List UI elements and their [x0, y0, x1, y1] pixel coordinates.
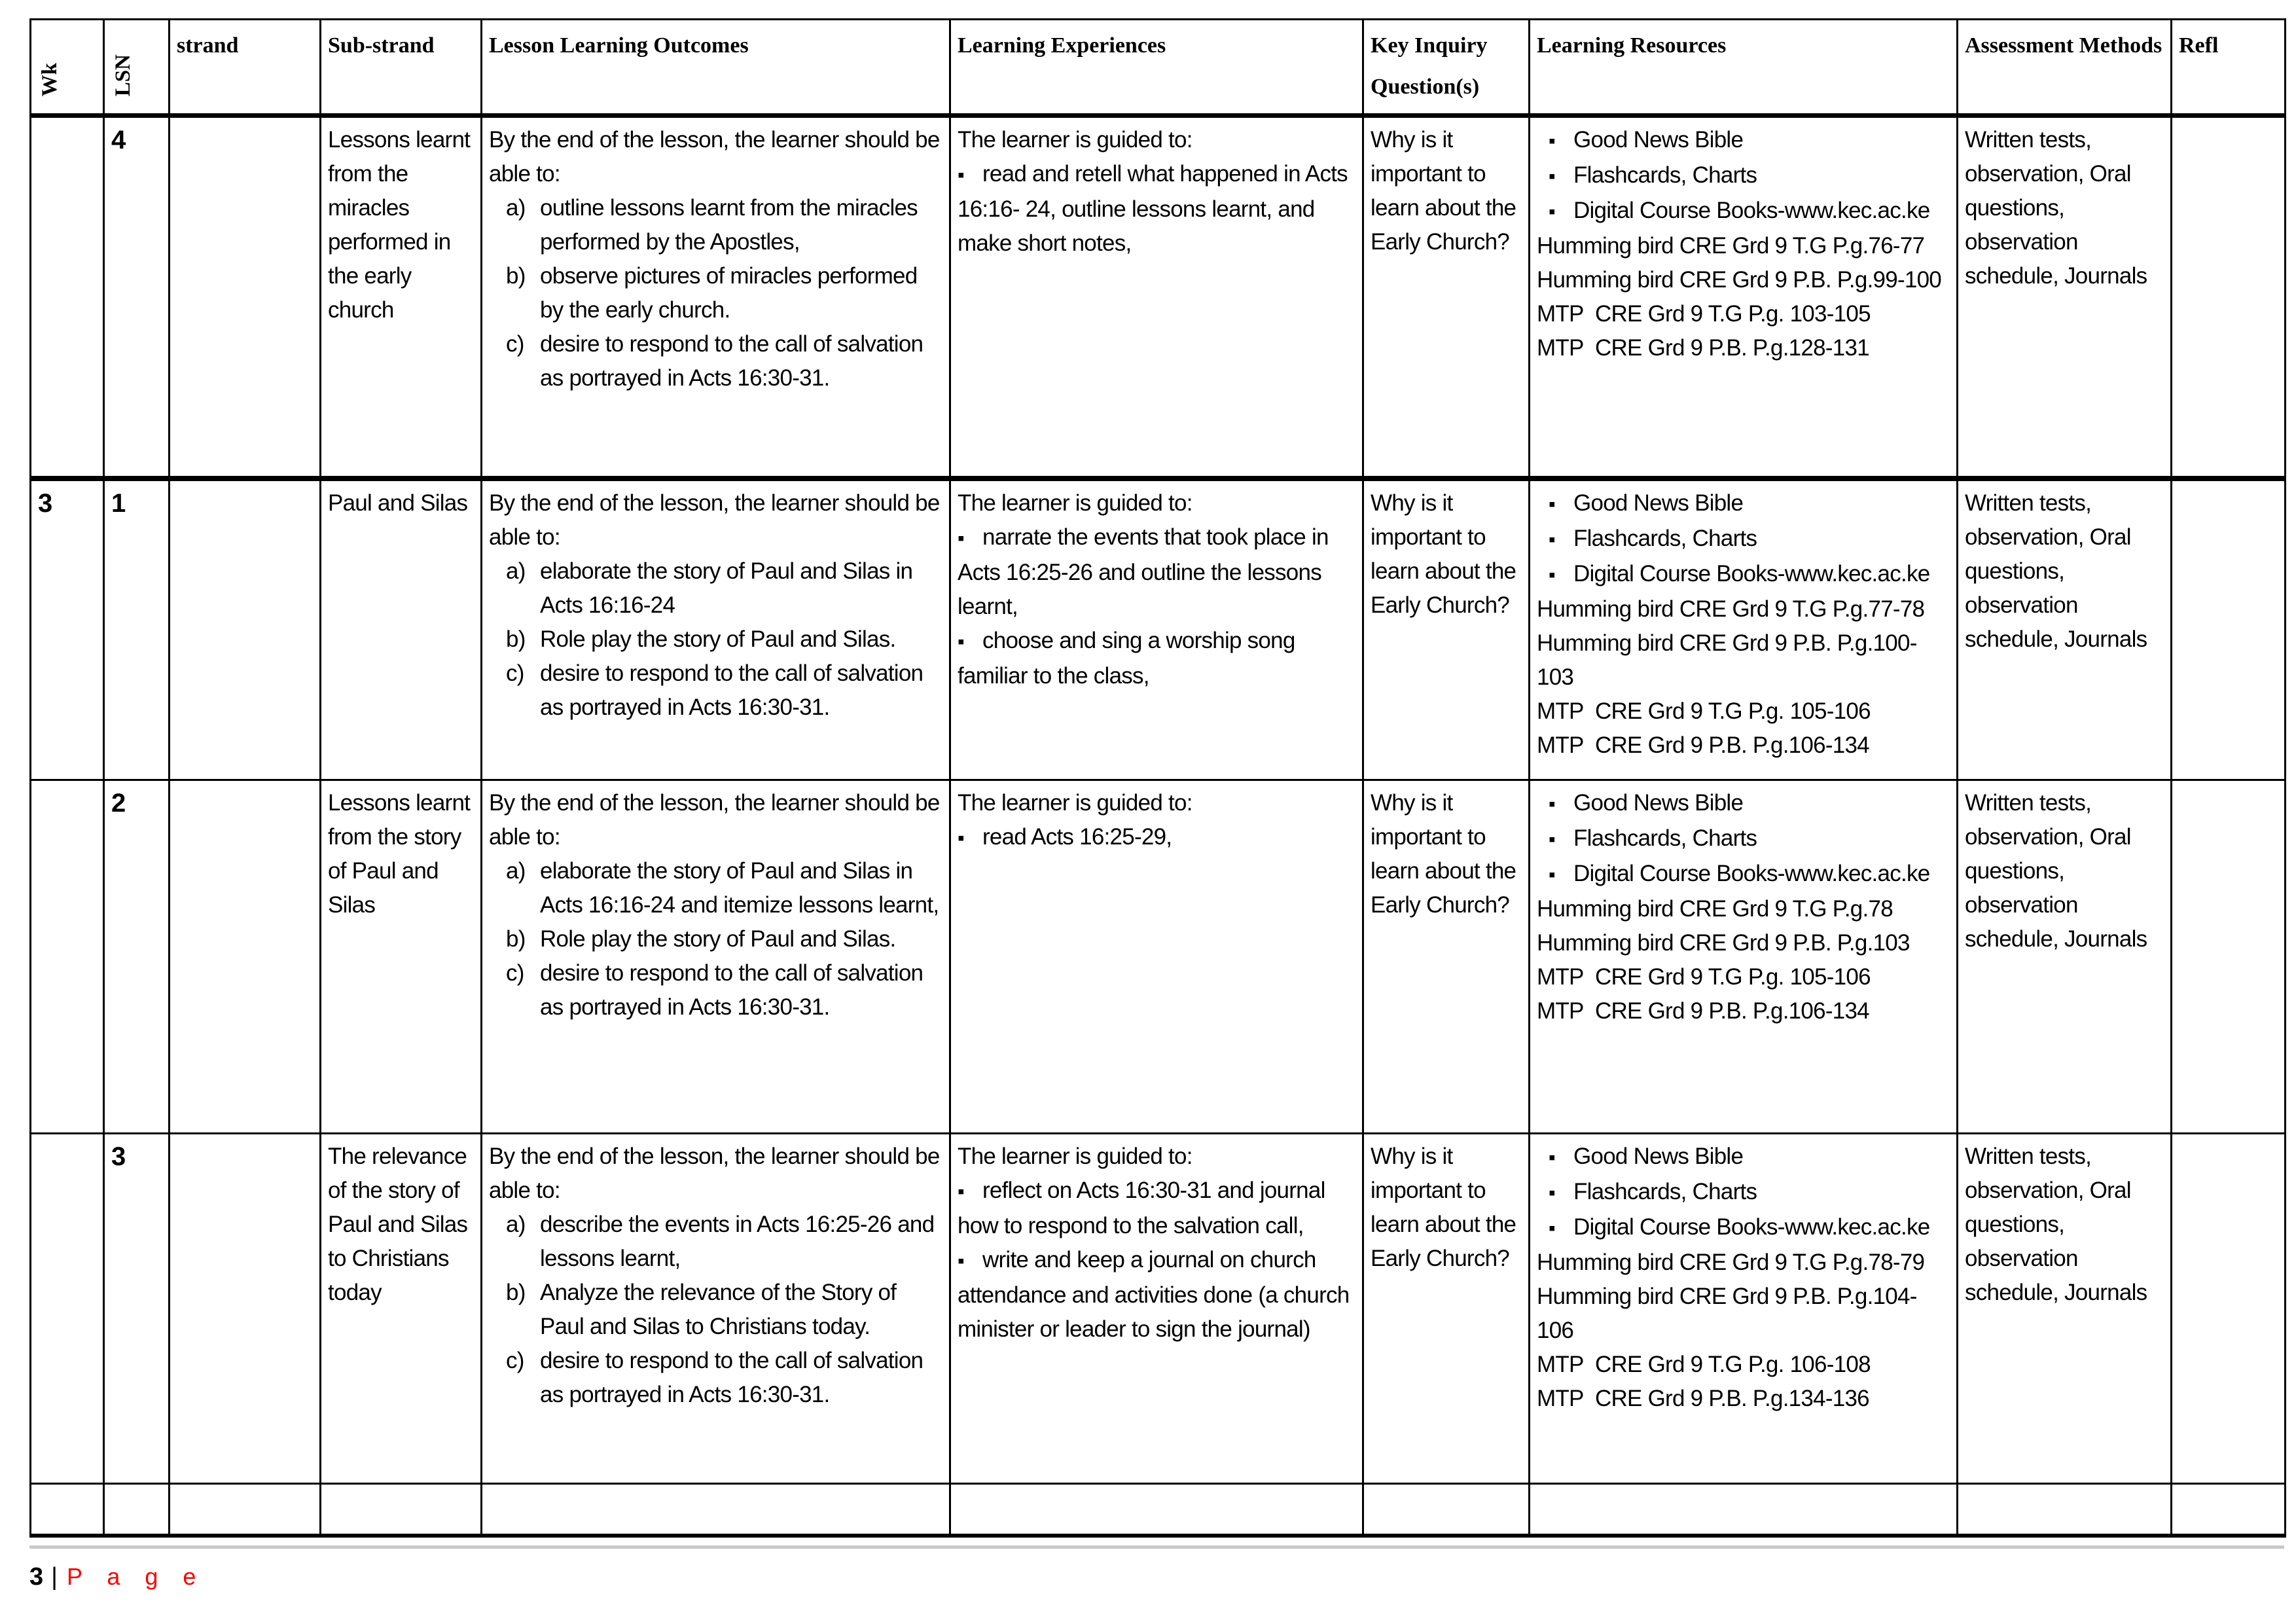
square-bullet-icon: ▪	[1549, 1217, 1555, 1239]
square-bullet-icon: ▪	[1549, 564, 1555, 586]
assessment-methods-text: Written tests, observation, Oral questions, observation schedule, Journals	[1965, 789, 2147, 952]
resource-line: MTP CRE Grd 9 P.B. P.g.106-134	[1537, 732, 1869, 759]
cell-sub-strand	[321, 1133, 482, 1483]
cell-learning-experiences	[950, 1483, 1363, 1536]
square-bullet-icon: ▪	[1549, 793, 1555, 815]
cell-assessment-methods	[1958, 478, 2172, 780]
outcomes-intro: By the end of the lesson, the learner should be able to:	[489, 789, 940, 850]
sub-strand-text: The relevance of the story of Paul and Silas to Christians today	[328, 1143, 468, 1305]
resources-list	[1537, 786, 1950, 1028]
cell-learning-resources	[1530, 478, 1958, 780]
outcome-text: desire to respond to the call of salvation as portrayed in Acts 16:30-31.	[540, 660, 924, 721]
resource-line: Humming bird CRE Grd 9 T.G P.g.78	[1537, 895, 1893, 922]
table-header-row	[31, 20, 2286, 116]
resource-bullet-item	[1537, 1140, 1950, 1175]
header-lesson-learning-outcomes: Lesson Learning Outcomes	[482, 20, 950, 116]
experiences-list	[958, 157, 1355, 261]
cell-key-inquiry-question	[1363, 478, 1530, 780]
outcome-text: Role play the story of Paul and Silas.	[540, 626, 896, 653]
cell-lesson-learning-outcomes	[482, 780, 950, 1133]
resource-line: MTP CRE Grd 9 T.G P.g. 105-106	[1537, 964, 1871, 990]
experience-text: choose and sing a worship song familiar to the class,	[958, 628, 1295, 689]
resource-line: Humming bird CRE Grd 9 P.B. P.g.99-100	[1537, 266, 1942, 293]
square-bullet-icon: ▪	[1549, 130, 1555, 152]
key-inquiry-question-text: Why is it important to learn about the Early Church?	[1371, 789, 1516, 918]
experiences-intro: The learner is guided to:	[958, 1143, 1193, 1169]
resource-bullet-item	[1537, 522, 1950, 557]
experiences-list	[958, 820, 1355, 856]
header-reflection: Refl	[2172, 20, 2286, 116]
experience-item	[958, 520, 1355, 624]
outcomes-list	[489, 854, 942, 1024]
square-bullet-icon: ▪	[1549, 494, 1555, 516]
square-bullet-icon: ▪	[1549, 529, 1555, 551]
outcome-marker: c)	[506, 960, 524, 986]
week-number: 3	[38, 489, 53, 518]
cell-reflection	[2172, 115, 2286, 478]
outcome-item	[489, 554, 942, 623]
header-lesson-number	[104, 20, 170, 116]
resources-list	[1537, 123, 1950, 365]
key-inquiry-question-text: Why is it important to learn about the Early Church?	[1371, 1143, 1516, 1271]
resource-line: MTP CRE Grd 9 T.G P.g. 103-105	[1537, 300, 1871, 327]
cell-assessment-methods	[1958, 115, 2172, 478]
experiences-intro: The learner is guided to:	[958, 126, 1193, 153]
outcome-text: desire to respond to the call of salvation as portrayed in Acts 16:30-31.	[540, 1347, 924, 1407]
experience-text: write and keep a journal on church attendance and activities done (a church minister or leader to sign the journal)	[958, 1246, 1350, 1342]
lesson-number: 4	[111, 125, 126, 154]
experience-item	[958, 820, 1355, 856]
resource-text: Good News Bible	[1573, 490, 1744, 516]
outcome-text: Role play the story of Paul and Silas.	[540, 926, 896, 952]
cell-learning-experiences	[950, 115, 1363, 478]
resource-line: Humming bird CRE Grd 9 P.B. P.g.100-103	[1537, 630, 1917, 691]
resource-line: Humming bird CRE Grd 9 T.G P.g.78-79	[1537, 1249, 1925, 1275]
resource-line: MTP CRE Grd 9 P.B. P.g.106-134	[1537, 998, 1869, 1024]
experiences-list	[958, 520, 1355, 693]
cell-assessment-methods	[1958, 1483, 2172, 1536]
cell-lesson-learning-outcomes	[482, 115, 950, 478]
assessment-methods-text: Written tests, observation, Oral questions, observation schedule, Journals	[1965, 1143, 2147, 1305]
outcome-marker: b)	[506, 1279, 526, 1305]
table-row	[31, 780, 2286, 1133]
outcome-text: desire to respond to the call of salvation as portrayed in Acts 16:30-31.	[540, 960, 924, 1020]
cell-lesson-learning-outcomes	[482, 1133, 950, 1483]
resource-bullet-item	[1537, 158, 1950, 194]
cell-reflection	[2172, 1483, 2286, 1536]
cell-learning-experiences	[950, 1133, 1363, 1483]
outcome-text: desire to respond to the call of salvation as portrayed in Acts 16:30-31.	[540, 331, 924, 391]
resource-line: MTP CRE Grd 9 T.G P.g. 105-106	[1537, 698, 1871, 725]
outcomes-list	[489, 191, 942, 395]
resource-bullet-item	[1537, 1175, 1950, 1210]
cell-week	[31, 1483, 104, 1536]
outcome-item	[489, 1344, 942, 1412]
outcome-marker: a)	[506, 194, 526, 221]
lesson-number: 2	[111, 788, 126, 818]
outcome-text: observe pictures of miracles performed by the early church.	[540, 262, 918, 323]
cell-key-inquiry-question	[1363, 1483, 1530, 1536]
cell-assessment-methods	[1958, 780, 2172, 1133]
square-bullet-icon: ▪	[958, 164, 964, 186]
experience-item	[958, 1174, 1355, 1243]
experience-item	[958, 157, 1355, 261]
header-assessment-methods: Assessment Methods	[1958, 20, 2172, 116]
cell-strand	[170, 780, 321, 1133]
header-strand: strand	[170, 20, 321, 116]
cell-learning-experiences	[950, 478, 1363, 780]
sub-strand-text: Paul and Silas	[328, 490, 468, 516]
cell-reflection	[2172, 780, 2286, 1133]
cell-reflection	[2172, 1133, 2286, 1483]
table-row	[31, 1483, 2286, 1536]
resource-bullet-item	[1537, 557, 1950, 592]
resource-bullet-item	[1537, 486, 1950, 522]
cell-key-inquiry-question	[1363, 115, 1530, 478]
table-row	[31, 478, 2286, 780]
resource-text: Digital Course Books-www.kec.ac.ke	[1573, 1214, 1930, 1240]
assessment-methods-text: Written tests, observation, Oral questions, observation schedule, Journals	[1965, 126, 2147, 289]
square-bullet-icon: ▪	[1549, 828, 1555, 850]
experience-item	[958, 1243, 1355, 1346]
outcome-text: elaborate the story of Paul and Silas in Acts 16:16-24	[540, 558, 913, 619]
experiences-list	[958, 1174, 1355, 1346]
resource-text: Flashcards, Charts	[1573, 526, 1757, 552]
resource-line: MTP CRE Grd 9 T.G P.g. 106-108	[1537, 1351, 1871, 1377]
table-row	[31, 1133, 2286, 1483]
outcome-marker: c)	[506, 331, 524, 357]
header-lesson-number-label: LSN	[111, 54, 135, 96]
resource-text: Flashcards, Charts	[1573, 1178, 1757, 1204]
resources-list	[1537, 486, 1950, 763]
cell-key-inquiry-question	[1363, 780, 1530, 1133]
square-bullet-icon: ▪	[1549, 863, 1555, 886]
square-bullet-icon: ▪	[958, 631, 964, 653]
resource-line: MTP CRE Grd 9 P.B. P.g.134-136	[1537, 1385, 1869, 1411]
cell-week	[31, 115, 104, 478]
outcomes-intro: By the end of the lesson, the learner should be able to:	[489, 1143, 940, 1203]
experience-text: narrate the events that took place in Acts 16:25-26 and outline the lessons learnt,	[958, 524, 1329, 620]
cell-sub-strand	[321, 115, 482, 478]
lesson-number: 1	[111, 489, 126, 518]
outcomes-intro: By the end of the lesson, the learner should be able to:	[489, 490, 940, 550]
outcome-item	[489, 854, 942, 922]
outcome-item	[489, 657, 942, 725]
resource-text: Digital Course Books-www.kec.ac.ke	[1573, 860, 1930, 886]
resource-bullet-item	[1537, 194, 1950, 229]
resource-bullet-item	[1537, 786, 1950, 821]
cell-learning-resources	[1530, 780, 1958, 1133]
outcome-marker: a)	[506, 1211, 526, 1237]
square-bullet-icon: ▪	[1549, 165, 1555, 187]
header-learning-resources: Learning Resources	[1530, 20, 1958, 116]
resource-text: Good News Bible	[1573, 126, 1744, 153]
resource-line: Humming bird CRE Grd 9 T.G P.g.76-77	[1537, 232, 1925, 259]
cell-week	[31, 1133, 104, 1483]
experience-text: read Acts 16:25-29,	[982, 823, 1172, 850]
resource-line: MTP CRE Grd 9 P.B. P.g.128-131	[1537, 334, 1869, 361]
resource-text: Digital Course Books-www.kec.ac.ke	[1573, 197, 1930, 223]
footer-page-label: P a g e	[67, 1563, 206, 1591]
outcome-item	[489, 327, 942, 395]
square-bullet-icon: ▪	[958, 1250, 964, 1272]
cell-lesson-number	[104, 780, 170, 1133]
outcome-text: outline lessons learnt from the miracles performed by the Apostles,	[540, 194, 918, 255]
cell-lesson-number	[104, 1133, 170, 1483]
square-bullet-icon: ▪	[958, 1180, 964, 1202]
square-bullet-icon: ▪	[1549, 200, 1555, 223]
resource-bullet-item	[1537, 821, 1950, 857]
outcome-item	[489, 623, 942, 657]
key-inquiry-question-text: Why is it important to learn about the Early Church?	[1371, 490, 1516, 619]
sub-strand-text: Lessons learnt from the miracles performed in the early church	[328, 126, 471, 323]
scheme-of-work-table	[29, 18, 2286, 1538]
resource-line: Humming bird CRE Grd 9 P.B. P.g.103	[1537, 929, 1910, 956]
resource-line: Humming bird CRE Grd 9 T.G P.g.77-78	[1537, 596, 1925, 623]
resource-text: Good News Bible	[1573, 789, 1744, 816]
header-week-label: Wk	[38, 62, 62, 96]
cell-sub-strand	[321, 780, 482, 1133]
resource-text: Flashcards, Charts	[1573, 825, 1757, 851]
table-row	[31, 115, 2286, 478]
resource-line: Humming bird CRE Grd 9 P.B. P.g.104-106	[1537, 1283, 1917, 1343]
outcome-text: describe the events in Acts 16:25-26 and lessons learnt,	[540, 1211, 935, 1271]
header-learning-experiences: Learning Experiences	[950, 20, 1363, 116]
cell-strand	[170, 478, 321, 780]
lesson-number: 3	[111, 1142, 126, 1171]
cell-strand	[170, 1133, 321, 1483]
cell-lesson-number	[104, 115, 170, 478]
cell-key-inquiry-question	[1363, 1133, 1530, 1483]
outcome-marker: b)	[506, 926, 526, 952]
square-bullet-icon: ▪	[958, 827, 964, 849]
header-week	[31, 20, 104, 116]
resources-list	[1537, 1140, 1950, 1416]
outcome-marker: a)	[506, 558, 526, 585]
cell-sub-strand	[321, 1483, 482, 1536]
cell-lesson-learning-outcomes	[482, 478, 950, 780]
resource-text: Good News Bible	[1573, 1143, 1744, 1169]
outcome-marker: a)	[506, 857, 526, 884]
footer-divider	[29, 1545, 2284, 1549]
cell-learning-experiences	[950, 780, 1363, 1133]
experience-item	[958, 624, 1355, 693]
resource-bullet-item	[1537, 1210, 1950, 1246]
footer-separator: |	[51, 1563, 58, 1591]
outcome-item	[489, 1276, 942, 1344]
cell-week	[31, 478, 104, 780]
outcome-marker: c)	[506, 660, 524, 687]
outcome-marker: b)	[506, 626, 526, 653]
experience-text: reflect on Acts 16:30-31 and journal how to respond to the salvation call,	[958, 1177, 1325, 1238]
cell-lesson-number	[104, 1483, 170, 1536]
resource-bullet-item	[1537, 857, 1950, 892]
cell-lesson-learning-outcomes	[482, 1483, 950, 1536]
key-inquiry-question-text: Why is it important to learn about the Early Church?	[1371, 126, 1516, 255]
sub-strand-text: Lessons learnt from the story of Paul and Silas	[328, 789, 471, 918]
experiences-intro: The learner is guided to:	[958, 789, 1193, 816]
outcome-item	[489, 922, 942, 956]
cell-reflection	[2172, 478, 2286, 780]
outcome-item	[489, 191, 942, 259]
outcome-text: Analyze the relevance of the Story of Paul and Silas to Christians today.	[540, 1279, 897, 1339]
outcome-marker: b)	[506, 262, 526, 289]
square-bullet-icon: ▪	[1549, 1182, 1555, 1204]
square-bullet-icon: ▪	[958, 528, 964, 550]
page-footer	[29, 1563, 2284, 1591]
experience-text: read and retell what happened in Acts 16:16- 24, outline lessons learnt, and make short notes,	[958, 160, 1348, 256]
cell-lesson-number	[104, 478, 170, 780]
outcome-item	[489, 956, 942, 1024]
outcome-item	[489, 259, 942, 327]
assessment-methods-text: Written tests, observation, Oral questions, observation schedule, Journals	[1965, 490, 2147, 653]
outcomes-list	[489, 1208, 942, 1412]
cell-learning-resources	[1530, 1483, 1958, 1536]
cell-strand	[170, 1483, 321, 1536]
resource-text: Digital Course Books-www.kec.ac.ke	[1573, 561, 1930, 587]
cell-assessment-methods	[1958, 1133, 2172, 1483]
cell-sub-strand	[321, 478, 482, 780]
header-sub-strand: Sub-strand	[321, 20, 482, 116]
square-bullet-icon: ▪	[1549, 1146, 1555, 1168]
footer-page-number: 3	[29, 1563, 44, 1591]
outcome-text: elaborate the story of Paul and Silas in Acts 16:16-24 and itemize lessons learnt,	[540, 857, 939, 918]
outcome-marker: c)	[506, 1347, 524, 1373]
cell-strand	[170, 115, 321, 478]
resource-bullet-item	[1537, 123, 1950, 158]
experiences-intro: The learner is guided to:	[958, 490, 1193, 516]
outcome-item	[489, 1208, 942, 1276]
outcomes-intro: By the end of the lesson, the learner should be able to:	[489, 126, 940, 187]
resource-text: Flashcards, Charts	[1573, 162, 1757, 188]
cell-learning-resources	[1530, 1133, 1958, 1483]
outcomes-list	[489, 554, 942, 725]
cell-learning-resources	[1530, 115, 1958, 478]
header-key-inquiry-questions: Key Inquiry Question(s)	[1363, 20, 1530, 116]
cell-week	[31, 780, 104, 1133]
